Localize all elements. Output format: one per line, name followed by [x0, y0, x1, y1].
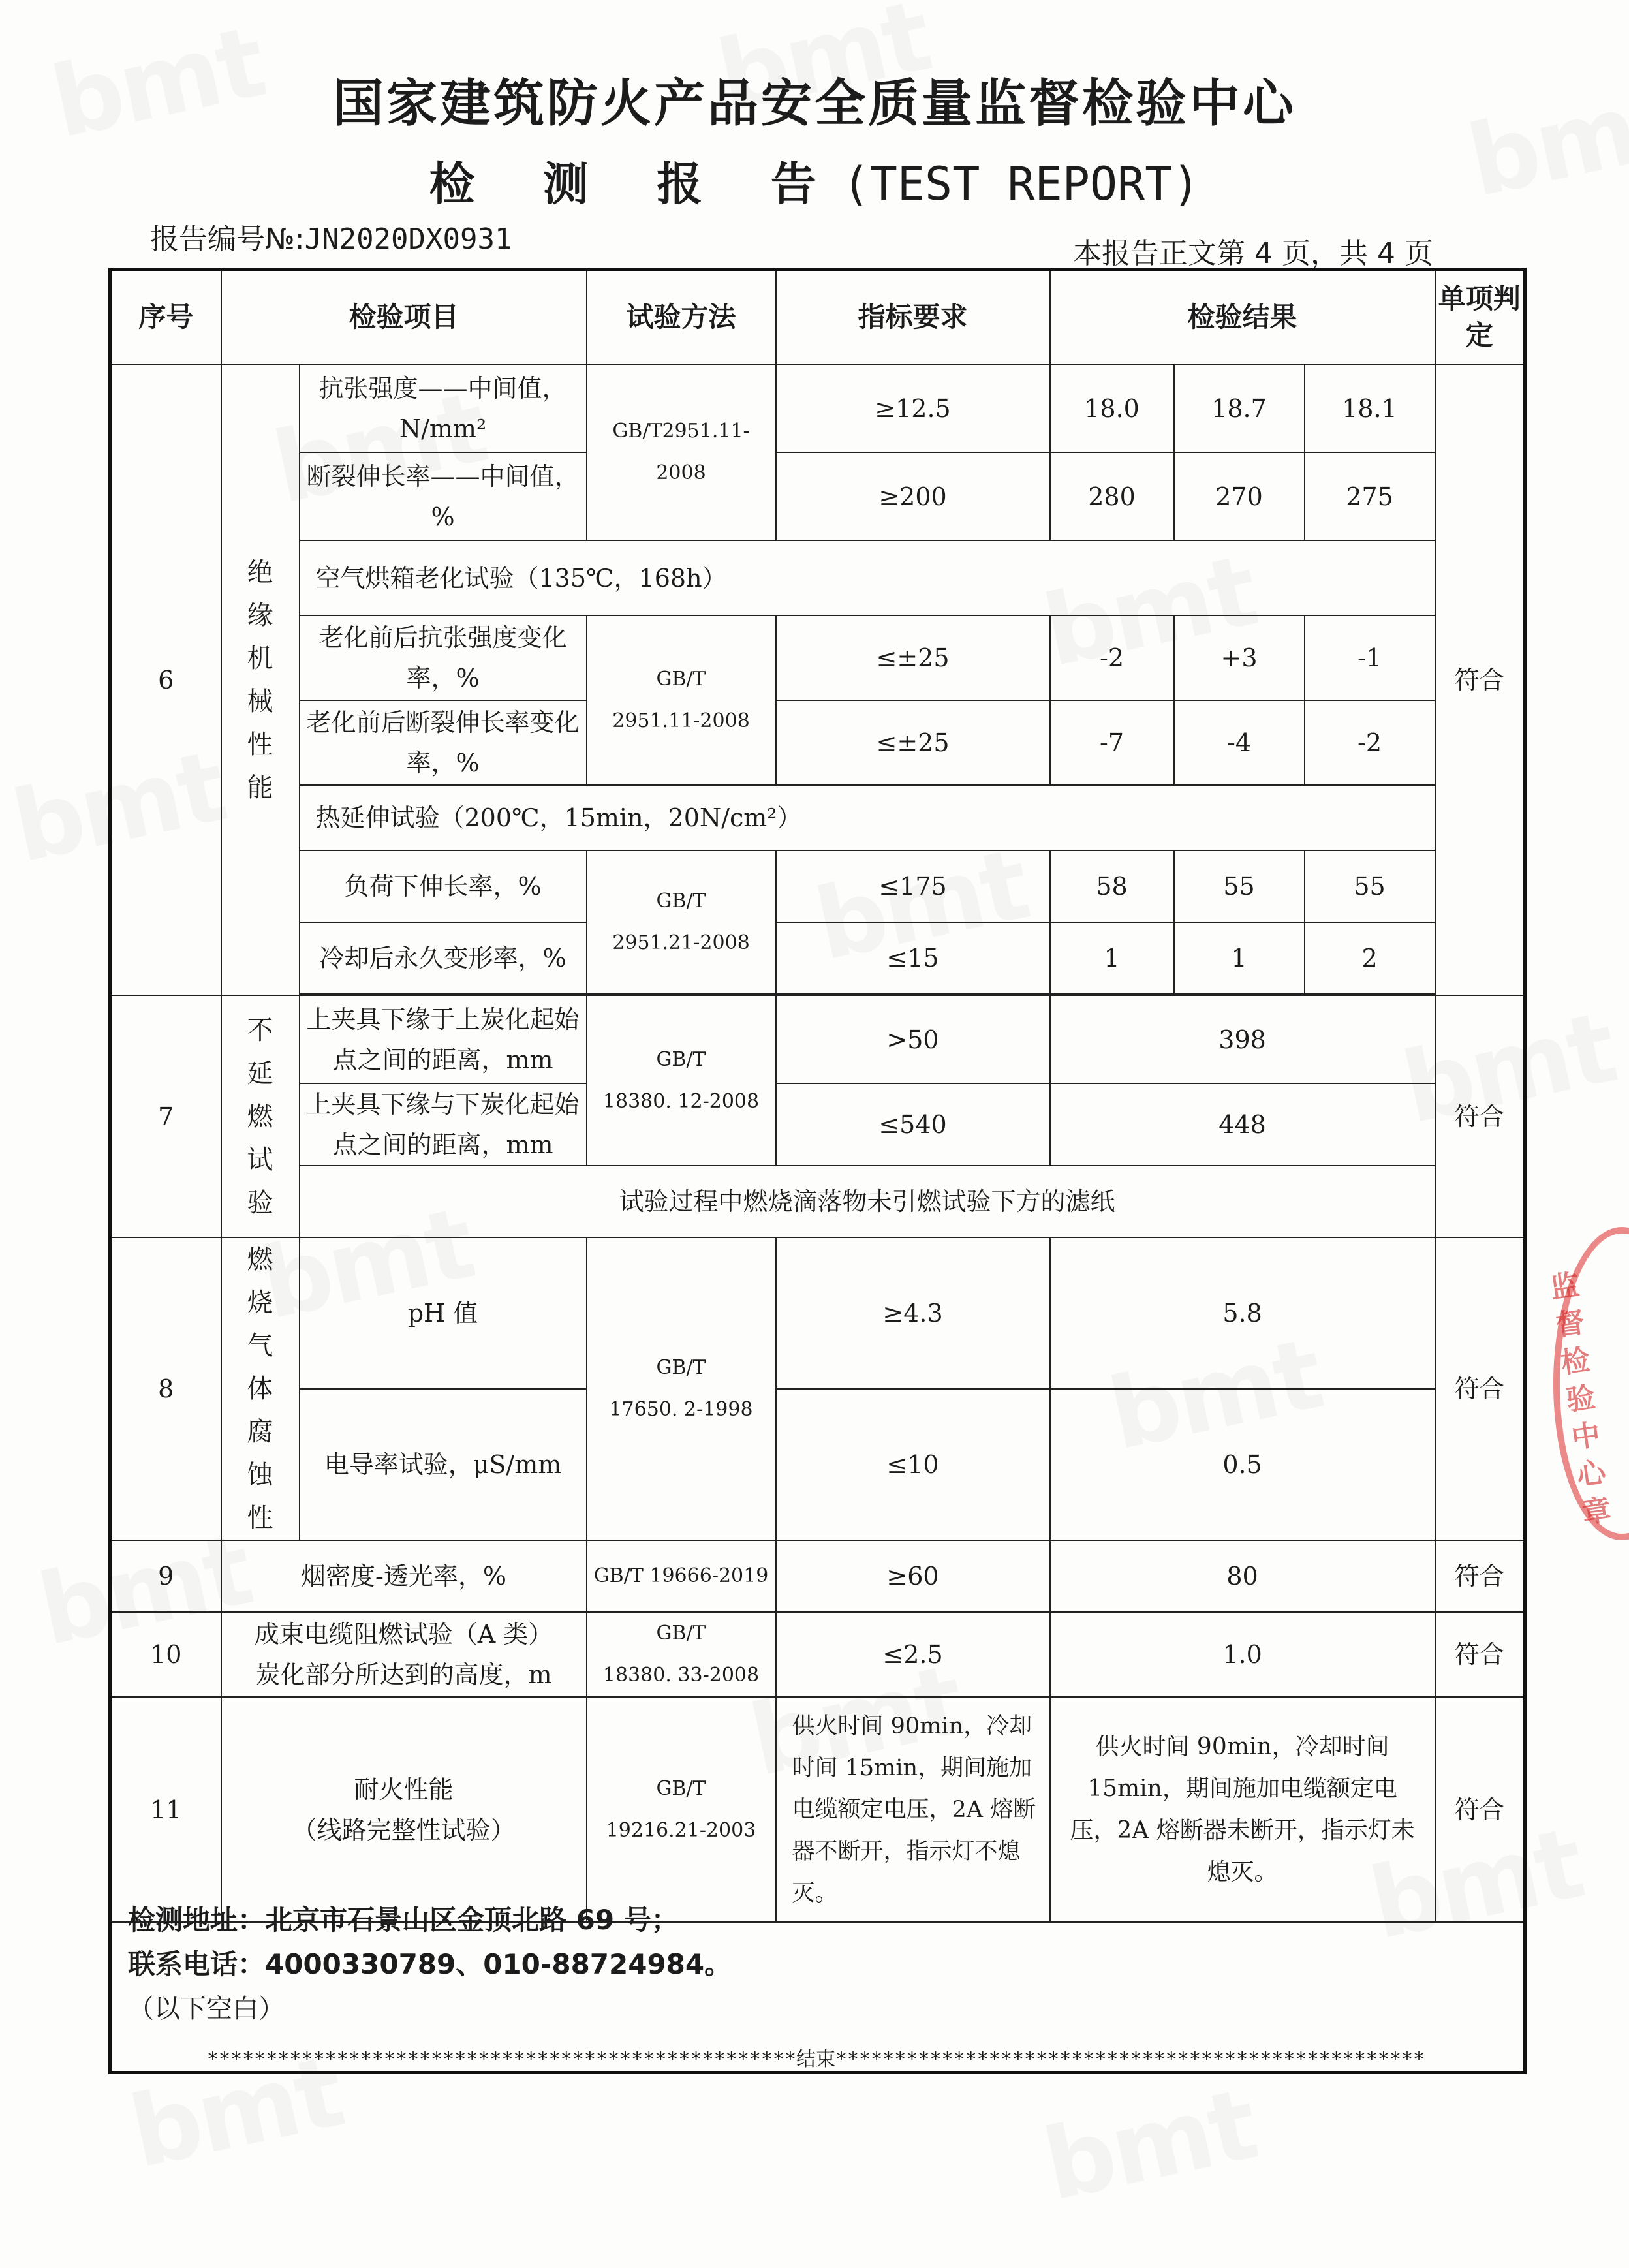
item-cell: 抗张强度——中间值，N/mm² [300, 364, 587, 452]
col-result: 检验结果 [1050, 270, 1435, 365]
seq-cell: 9 [110, 1540, 221, 1612]
req-cell: ≥60 [776, 1540, 1050, 1612]
table-row [110, 1540, 1525, 1612]
report-number [150, 215, 512, 257]
col-seq: 序号 [110, 270, 221, 365]
result-cell: 448 [1050, 1083, 1435, 1166]
verdict-cell: 符合 [1435, 1612, 1525, 1697]
result-cell: -2 [1050, 615, 1174, 700]
item-cell: 老化前后断裂伸长率变化率，% [300, 700, 587, 785]
result-cell: 55 [1305, 850, 1435, 922]
verdict-cell: 符合 [1435, 995, 1525, 1237]
seq-cell: 7 [110, 995, 221, 1237]
req-cell: ≤175 [776, 850, 1050, 922]
req-cell: ≤540 [776, 1083, 1050, 1166]
req-cell: 供火时间 90min，冷却时间 15min，期间施加电缆额定电压，2A 熔断器不断开，指示灯不熄灭。 [776, 1697, 1050, 1922]
test-address: 检测地址：北京市石景山区金顶北路 69 号； [128, 1904, 679, 1936]
table-row [110, 1612, 1525, 1697]
req-cell: ≥12.5 [776, 364, 1050, 452]
subtitle-cn: 检 测 报 告 [429, 157, 843, 211]
table-row [110, 922, 1525, 994]
end-line: **************************************************结束************************************************** [206, 2048, 1425, 2071]
table-row [110, 785, 1525, 850]
result-cell: 5.8 [1050, 1237, 1435, 1389]
item-cell: 负荷下伸长率，% [300, 850, 587, 922]
table-row [110, 850, 1525, 922]
result-cell: 2 [1305, 922, 1435, 994]
result-cell: 18.7 [1174, 364, 1305, 452]
note-cell: 试验过程中燃烧滴落物未引燃试验下方的滤纸 [300, 1166, 1435, 1237]
table-row [110, 1083, 1525, 1166]
seq-cell: 8 [110, 1237, 221, 1540]
blank-note: （以下空白） [128, 1994, 285, 2024]
result-cell: 398 [1050, 995, 1435, 1083]
result-cell: -2 [1305, 700, 1435, 785]
result-cell: -1 [1305, 615, 1435, 700]
report-number-label: 报告编号№: [150, 223, 305, 256]
item-cell: 断裂伸长率——中间值，% [300, 452, 587, 540]
report-table [108, 268, 1527, 2074]
verdict-cell: 符合 [1435, 364, 1525, 995]
verdict-cell: 符合 [1435, 1237, 1525, 1540]
method-cell: GB/T 2951.21-2008 [587, 850, 776, 994]
seal-text: 监督检验中心章 [1548, 1267, 1613, 1530]
req-cell: ≤±25 [776, 615, 1050, 700]
item-cell: 电导率试验，μS/mm [300, 1389, 587, 1540]
category-cell: 绝缘机械性能 [221, 364, 300, 995]
req-cell: ≤10 [776, 1389, 1050, 1540]
table-row [110, 995, 1525, 1083]
req-cell: ≥4.3 [776, 1237, 1050, 1389]
req-cell: ≤15 [776, 922, 1050, 994]
result-cell: 1 [1174, 922, 1305, 994]
result-cell: 1.0 [1050, 1612, 1435, 1697]
table-row [110, 1237, 1525, 1389]
method-cell: GB/T 17650. 2-1998 [587, 1237, 776, 1540]
subtitle-en: (TEST REPORT) [842, 157, 1200, 211]
method-cell: GB/T 2951.11-2008 [587, 615, 776, 785]
item-cell: 烟密度-透光率，% [221, 1540, 587, 1612]
seq-cell: 11 [110, 1697, 221, 1922]
seq-cell: 6 [110, 364, 221, 995]
seq-cell: 10 [110, 1612, 221, 1697]
method-cell: GB/T2951.11-2008 [587, 364, 776, 540]
table-row [110, 1166, 1525, 1237]
item-cell: 冷却后永久变形率，% [300, 922, 587, 994]
result-cell: 280 [1050, 452, 1174, 540]
result-cell: 58 [1050, 850, 1174, 922]
method-cell: GB/T 19216.21-2003 [587, 1697, 776, 1922]
item-cell: 耐火性能 （线路完整性试验） [221, 1697, 587, 1922]
subsection-title: 空气烘箱老化试验（135℃，168h） [300, 540, 1435, 615]
result-cell: 18.0 [1050, 364, 1174, 452]
result-cell: 0.5 [1050, 1389, 1435, 1540]
report-footer [128, 1898, 732, 2031]
verdict-cell: 符合 [1435, 1697, 1525, 1922]
table-row [110, 540, 1525, 615]
req-cell: ≤2.5 [776, 1612, 1050, 1697]
col-requirement: 指标要求 [776, 270, 1050, 365]
table-row [110, 1697, 1525, 1922]
col-method: 试验方法 [587, 270, 776, 365]
category-cell: 燃烧气体腐蚀性 [221, 1237, 300, 1540]
result-cell: -7 [1050, 700, 1174, 785]
header-row [110, 270, 1525, 365]
result-cell: 1 [1050, 922, 1174, 994]
item-cell: pH 值 [300, 1237, 587, 1389]
report-subtitle [0, 148, 1629, 213]
report-number-value: JN2020DX0931 [304, 223, 512, 256]
method-cell: GB/T 18380. 12-2008 [587, 995, 776, 1166]
req-cell: ≥200 [776, 452, 1050, 540]
category-cell: 不延燃试验 [221, 995, 300, 1237]
result-cell: +3 [1174, 615, 1305, 700]
watermark [1034, 2068, 1265, 2222]
result-cell: 270 [1174, 452, 1305, 540]
item-cell: 成束电缆阻燃试验（A 类） 炭化部分所达到的高度，m [221, 1612, 587, 1697]
result-cell: 供火时间 90min，冷却时间 15min，期间施加电缆额定电压，2A 熔断器未断开，指示灯未熄灭。 [1050, 1697, 1435, 1922]
col-verdict: 单项判定 [1435, 270, 1525, 365]
item-cell: 上夹具下缘于上炭化起始点之间的距离，mm [300, 995, 587, 1083]
page-info: 本报告正文第 4 页，共 4 页 [1073, 237, 1433, 270]
table-row [110, 364, 1525, 452]
item-cell: 上夹具下缘与下炭化起始点之间的距离，mm [300, 1083, 587, 1166]
table-row [110, 452, 1525, 540]
result-cell: 18.1 [1305, 364, 1435, 452]
col-item: 检验项目 [221, 270, 587, 365]
table-row [110, 615, 1525, 700]
item-cell: 老化前后抗张强度变化率，% [300, 615, 587, 700]
contact-phone: 联系电话：4000330789、010-88724984。 [128, 1948, 732, 1980]
verdict-cell: 符合 [1435, 1540, 1525, 1612]
req-cell: >50 [776, 995, 1050, 1083]
method-cell: GB/T 19666-2019 [587, 1540, 776, 1612]
table-row [110, 1389, 1525, 1540]
report-title: 国家建筑防火产品安全质量监督检验中心 [332, 74, 1296, 133]
table-row [110, 700, 1525, 785]
req-cell: ≤±25 [776, 700, 1050, 785]
result-cell: 55 [1174, 850, 1305, 922]
result-cell: -4 [1174, 700, 1305, 785]
method-cell: GB/T 18380. 33-2008 [587, 1612, 776, 1697]
result-cell: 275 [1305, 452, 1435, 540]
result-cell: 80 [1050, 1540, 1435, 1612]
subsection-title: 热延伸试验（200℃，15min，20N/cm²） [300, 785, 1435, 850]
